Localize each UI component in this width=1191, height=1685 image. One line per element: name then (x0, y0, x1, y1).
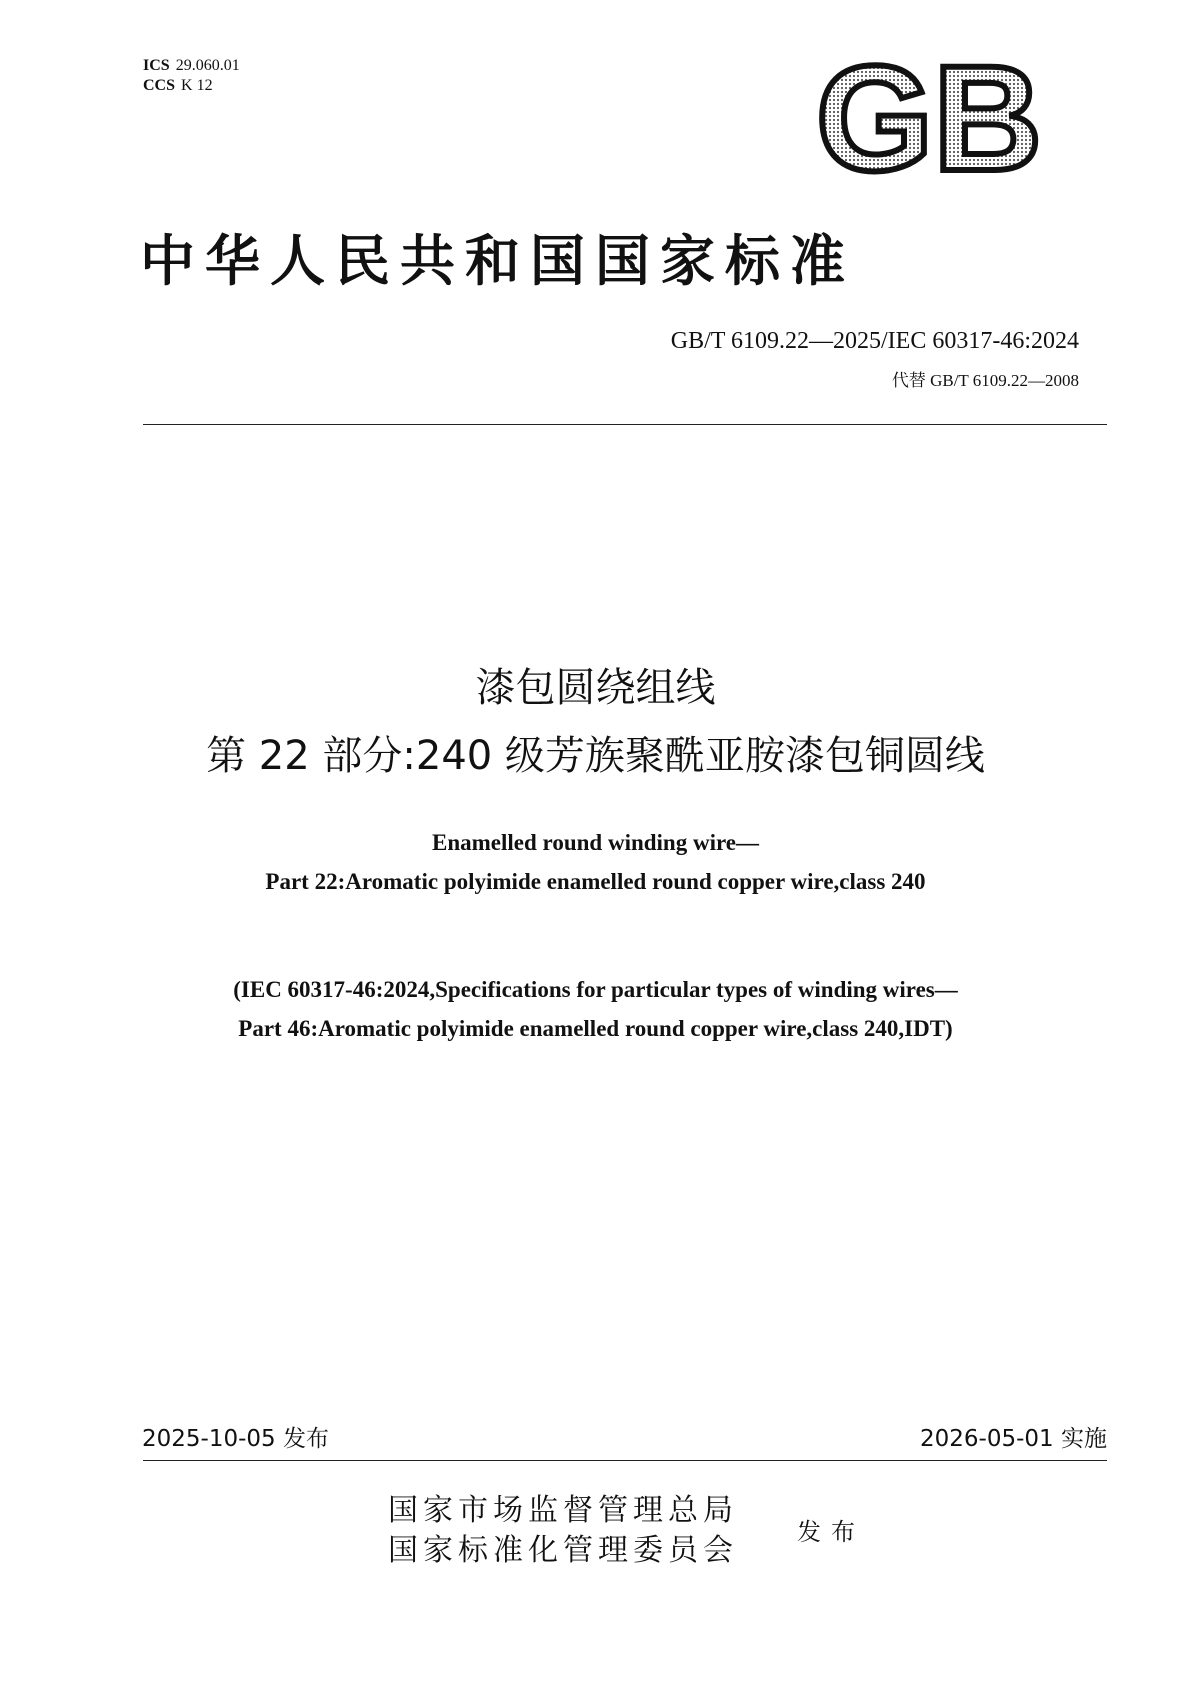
ics-label: ICS (143, 57, 170, 74)
issue-date: 2025-10-05 发布 (142, 1426, 329, 1452)
issuing-authorities (388, 1491, 738, 1571)
logo-letters: GB (816, 58, 1042, 180)
ics-code (143, 56, 240, 76)
ics-value: 29.060.01 (175, 57, 240, 74)
ccs-code (143, 76, 240, 96)
title-cn-line1: 漆包圆绕组线 (475, 665, 716, 711)
classification-codes (143, 56, 240, 96)
title-cn-line2: 第 22 部分:240 级芳族聚酰亚胺漆包铜圆线 (206, 733, 985, 779)
issue-label: 发布 (797, 1518, 865, 1546)
country-title: 中华人民共和国国家标准 (140, 228, 856, 293)
issuer-samr: 国家市场监督管理总局 (388, 1493, 738, 1528)
replaces-standard: 代替 GB/T 6109.22—2008 (891, 371, 1079, 390)
issuer-sac: 国家标准化管理委员会 (388, 1533, 738, 1568)
gb-logo (812, 58, 1046, 180)
title-en-line1: Enamelled round winding wire— (432, 830, 759, 855)
equivalence-line2: Part 46:Aromatic polyimide enamelled round copper wire,class 240,IDT) (238, 1016, 953, 1041)
title-en-line2: Part 22:Aromatic polyimide enamelled round copper wire,class 240 (265, 869, 926, 894)
bottom-divider (143, 1460, 1107, 1461)
standard-number: GB/T 6109.22—2025/IEC 60317-46:2024 (670, 328, 1079, 354)
implementation-date: 2026-05-01 实施 (920, 1426, 1107, 1452)
equivalence-line1: (IEC 60317-46:2024,Specifications for particular types of winding wires— (233, 977, 958, 1002)
top-divider (143, 424, 1107, 425)
ccs-label: CCS (143, 77, 176, 94)
ccs-value: K 12 (181, 77, 213, 94)
